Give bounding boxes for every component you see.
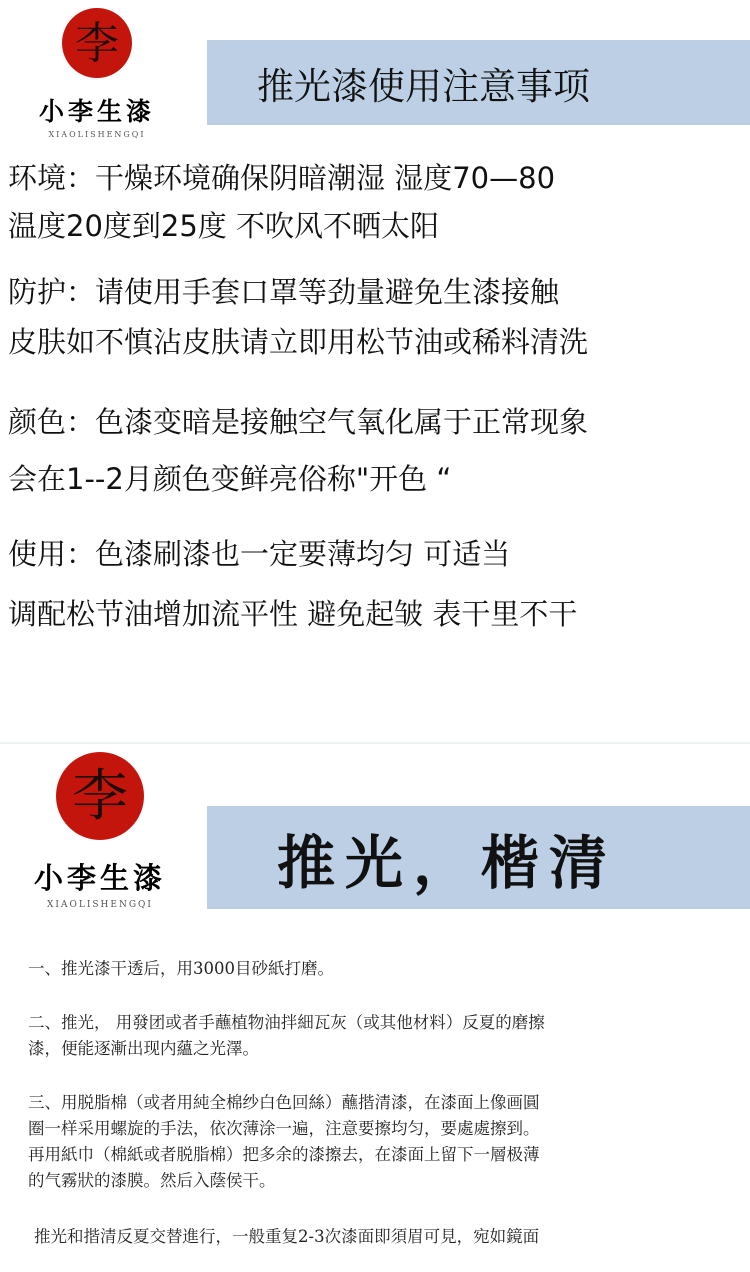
note-usage-line-1: 使用：色漆刷漆也一定要薄均匀 可适当 xyxy=(8,537,511,571)
note-environment-line-2: 温度20度到25度 不吹风不晒太阳 xyxy=(8,209,440,243)
brand-name: 小李生漆 xyxy=(38,97,155,126)
step-3-line-3: 再用紙巾（棉紙或者脱脂棉）把多余的漆擦去，在漆面上留下一層极薄 xyxy=(28,1145,540,1164)
step-3-line-4: 的气霧狀的漆膜。然后入蔭侯干。 xyxy=(28,1171,276,1190)
note-environment-line-1: 环境：干燥环境确保阴暗潮湿 湿度70—80 xyxy=(8,161,556,195)
step-3-line-1: 三、用脱脂棉（或者用純全棉纱白色回絲）蘸揩清漆，在漆面上像画圓 xyxy=(28,1093,540,1112)
brand-name: 小李生漆 xyxy=(33,861,166,895)
note-protection-line-1: 防护：请使用手套口罩等劲量避免生漆接触 xyxy=(8,275,560,309)
brand-logo xyxy=(22,8,172,139)
svg-text:李: 李 xyxy=(75,18,119,69)
seal-icon xyxy=(62,8,132,78)
note-color-line-2: 会在1--2月颜色变鲜亮俗称"开色 “ xyxy=(8,462,452,496)
note-usage-line-2: 调配松节油增加流平性 避免起皱 表干里不干 xyxy=(8,597,578,631)
page-title-usage-notes: 推光漆使用注意事项 xyxy=(257,64,590,108)
brand-logo-secondary xyxy=(14,752,186,910)
step-summary-line: 推光和揩清反夏交替進行，一般重复2-3次漆面即須眉可見，宛如鏡面 xyxy=(34,1227,540,1246)
note-color-line-1: 颜色：色漆变暗是接触空气氧化属于正常现象 xyxy=(8,405,589,439)
step-2-line-2: 漆，便能逐漸出现内蘊之光澤。 xyxy=(28,1039,259,1058)
step-2-line-1: 二、推光， 用發团或者手蘸植物油拌細瓦灰（或其他材料）反夏的磨擦 xyxy=(28,1013,545,1032)
step-3-line-2: 圈一样采用螺旋的手法，依次薄涂一遍，注意要擦均匀，要處處擦到。 xyxy=(28,1119,540,1138)
note-protection-line-2: 皮肤如不慎沾皮肤请立即用松节油或稀料清洗 xyxy=(8,325,589,359)
brand-subtitle: XIAOLISHENGQI xyxy=(47,900,153,910)
seal-icon xyxy=(56,752,144,840)
title-banner-usage-notes xyxy=(207,40,750,125)
seal-glyph xyxy=(68,14,126,72)
page-title-polishing: 推光，楷清 xyxy=(277,828,618,897)
brand-subtitle: XIAOLISHENGQI xyxy=(48,130,146,139)
step-1-line-1: 一、推光漆干透后，用3000目砂紙打磨。 xyxy=(28,959,334,978)
seal-glyph xyxy=(64,760,136,832)
svg-text:李: 李 xyxy=(72,764,128,829)
section-divider xyxy=(0,742,750,744)
title-banner-polishing xyxy=(207,806,750,909)
